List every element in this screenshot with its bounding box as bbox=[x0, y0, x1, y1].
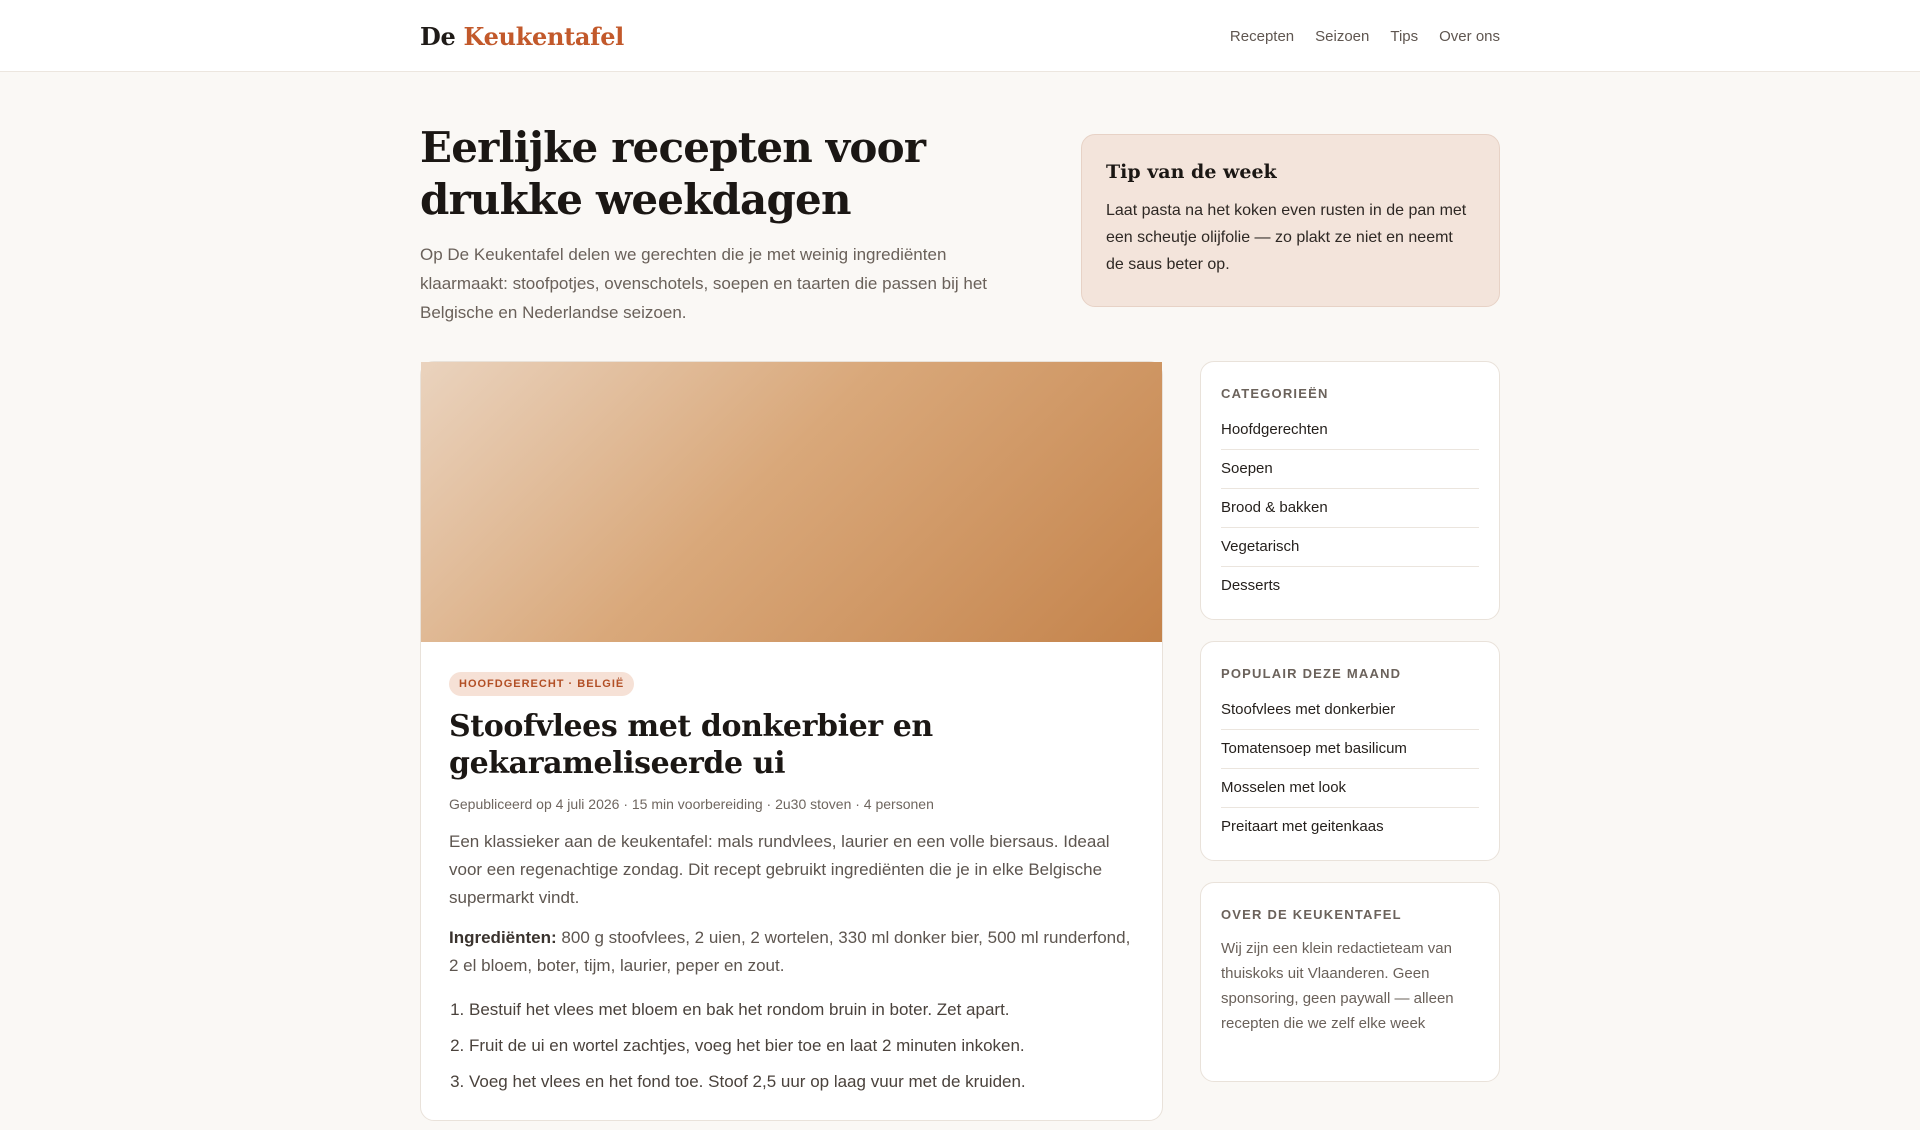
category-link[interactable]: Hoofdgerechten bbox=[1221, 411, 1479, 450]
tip-text: Laat pasta na het koken even rusten in de pan met een scheutje olijfolie — zo plakt ze niet en neemt de saus beter op. bbox=[1106, 202, 1467, 273]
about-text: Wij zijn een klein redactieteam van thuiskoks uit Vlaanderen. Geen sponsoring, geen paywall — alleen recepten die we zelf elke week bbox=[1221, 940, 1454, 1032]
popular-link[interactable]: Preitaart met geitenkaas bbox=[1221, 818, 1384, 835]
about-card bbox=[1200, 882, 1500, 1082]
popular-list bbox=[1221, 691, 1479, 846]
categories-list bbox=[1221, 411, 1479, 605]
popular-link[interactable]: Tomatensoep met basilicum bbox=[1221, 730, 1479, 769]
categories-card bbox=[1200, 361, 1500, 620]
ingredients-label: Ingrediënten: bbox=[449, 928, 557, 947]
tip-title: Tip van de week bbox=[1106, 161, 1277, 183]
recipe-ingredients bbox=[449, 924, 1134, 980]
hero-title: Eerlijke recepten voor drukke weekdagen bbox=[420, 123, 926, 224]
recipe-tag: HOOFDGERECHT · BELGIË bbox=[449, 672, 634, 696]
recipe-step: 2. Fruit de ui en wortel zachtjes, voeg het bier toe en laat 2 minuten inkoken. bbox=[469, 1028, 1134, 1064]
recipe-image[interactable] bbox=[421, 362, 1162, 642]
recipe-intro: Een klassieker aan de keukentafel: mals rundvlees, laurier en een volle biersaus. Ideaal voor een regenachtige zondag. Dit recept gebruikt ingrediënten die je in elke Belgische supermarkt vindt. bbox=[449, 832, 1110, 907]
nav-recepten[interactable]: Recepten bbox=[1229, 27, 1295, 45]
logo-accent: Keukentafel bbox=[463, 21, 624, 51]
site-header bbox=[0, 0, 1920, 72]
nav-seizoen[interactable]: Seizoen bbox=[1315, 27, 1370, 45]
tip-of-the-week bbox=[1081, 134, 1500, 307]
recipe-title[interactable]: Stoofvlees met donkerbier en gekarameliseerde ui bbox=[449, 709, 933, 781]
nav-over-ons[interactable]: Over ons bbox=[1439, 27, 1500, 45]
logo-prefix: De bbox=[420, 21, 456, 51]
popular-title: POPULAIR DEZE MAAND bbox=[1221, 666, 1402, 681]
category-link[interactable]: Vegetarisch bbox=[1221, 528, 1479, 567]
recipe-step: 1. Bestuif het vlees met bloem en bak het rondom bruin in boter. Zet apart. bbox=[469, 992, 1134, 1028]
popular-card bbox=[1200, 641, 1500, 861]
category-link[interactable]: Brood & bakken bbox=[1221, 489, 1479, 528]
about-title: OVER DE KEUKENTAFEL bbox=[1221, 907, 1402, 922]
ingredients-text: 800 g stoofvlees, 2 uien, 2 wortelen, 330 ml donker bier, 500 ml runderfond, 2 el bloem, boter, tijm, laurier, peper en zout. bbox=[449, 928, 1131, 975]
sidebar bbox=[1200, 361, 1500, 1121]
popular-link[interactable]: Mosselen met look bbox=[1221, 769, 1479, 808]
recipe-steps bbox=[449, 992, 1134, 1100]
main-content bbox=[420, 361, 1500, 1121]
categories-title: CATEGORIEËN bbox=[1221, 386, 1329, 401]
hero-subtitle: Op De Keukentafel delen we gerechten die je met weinig ingrediënten klaarmaakt: stoofpotjes, ovenschotels, soepen en taarten die passen bij het Belgische en Nederlandse seizoen. bbox=[420, 245, 988, 322]
category-link[interactable]: Soepen bbox=[1221, 450, 1479, 489]
nav-tips[interactable]: Tips bbox=[1390, 27, 1419, 45]
hero bbox=[420, 72, 1500, 327]
featured-recipe-card bbox=[420, 361, 1163, 1121]
popular-link[interactable]: Stoofvlees met donkerbier bbox=[1221, 691, 1479, 730]
recipe-step: 3. Voeg het vlees en het fond toe. Stoof 2,5 uur op laag vuur met de kruiden. bbox=[469, 1064, 1134, 1100]
recipe-meta: Gepubliceerd op 4 juli 2026 · 15 min voorbereiding · 2u30 stoven · 4 personen bbox=[449, 796, 934, 812]
category-link[interactable]: Desserts bbox=[1221, 577, 1281, 594]
site-logo[interactable] bbox=[420, 22, 624, 51]
main-nav bbox=[1230, 28, 1500, 45]
